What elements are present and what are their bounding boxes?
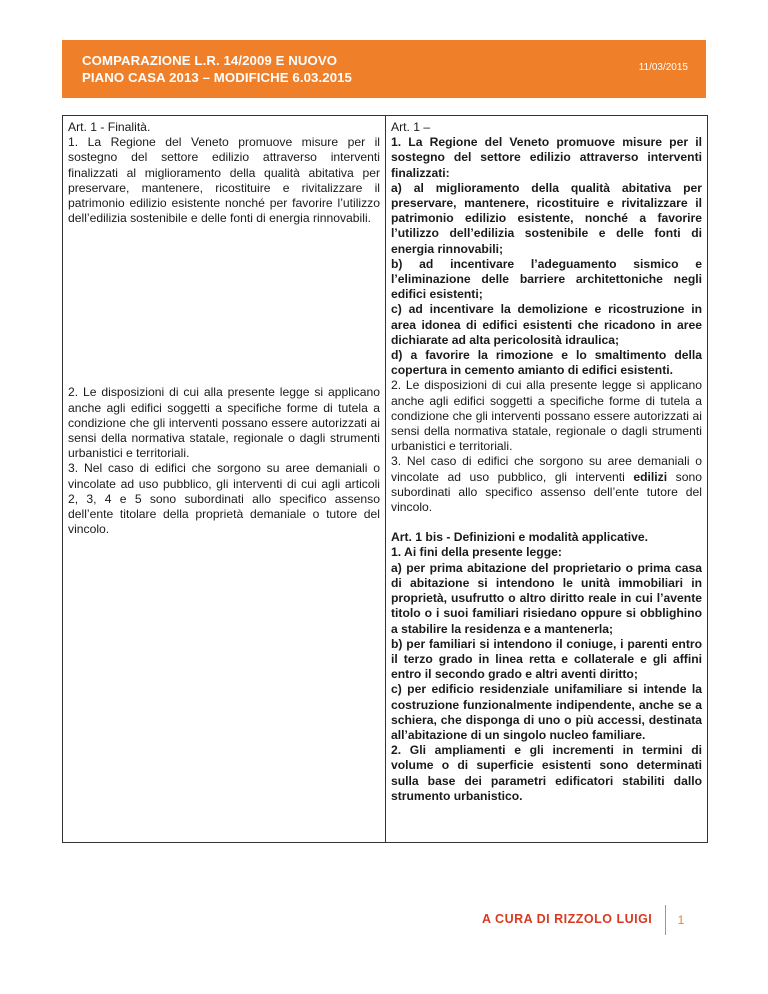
page-header [62,40,706,98]
right-art1bis-comma1: 1. Ai fini della presente legge: [391,545,562,560]
right-art1-comma2: 2. Le disposizioni di cui alla presente legge si applicano anche agli edifici soggetti a specifiche forme di tutela a condizione che gli interventi possano essere autorizzati ai sensi della normativa statale, regionale o dagli strumenti urbanistici e territoriali. [391,378,702,454]
left-art1-title: Art. 1 - Finalità. [68,120,151,134]
right-art1-comma1-b: b) ad incentivare l’adeguamento sismico e l’eliminazione delle barriere architettoniche negli edifici esistenti; [391,256,702,302]
right-art1bis-comma2: 2. Gli ampliamenti e gli incrementi in termini di volume o di superficie esistenti sono determinati sulla base dei parametri edificatori stabiliti dallo strumento urbanistico. [391,743,702,803]
spacer [391,804,702,836]
right-art1-comma1-c: c) ad incentivare la demolizione e ricostruzione in area idonea di edifici esistenti che ricadono in aree dichiarate ad alta pericolosità idraulica; [391,302,702,347]
left-art1-comma1: 1. La Regione del Veneto promuove misure per il sostegno del settore edilizio attraverso interventi finalizzati al miglioramento della qualità abitativa per preservare, mantenere, ricostituire e rivitalizzare il patrimonio edilizio esistente nonché per favorire l’utilizzo dell’edilizia sostenibile e delle fonti di energia rinnovabili. [68,135,380,226]
footer-author: A CURA DI RIZZOLO LUIGI [482,912,653,926]
right-art1-comma1-a: a) al miglioramento della qualità abitativa per preservare, mantenere, ricostituire e rivitalizzare il patrimonio edilizio esistente, nonché a favorire l’utilizzo dell’edilizia sostenibile e delle fonti di energia rinnovabili; [391,180,702,256]
spacer [391,515,702,530]
left-column-old-law [63,116,386,843]
right-art1bis-c: c) per edificio residenziale unifamiliare si intende la costruzione funzionalmente indipendente, anche se a schiera, che disponga di uno o più accessi, destinata all’abitazione di un singolo nucleo familiare. [391,682,702,742]
right-art1bis-title: Art. 1 bis - Definizioni e modalità applicative. [391,530,649,545]
right-art1-comma3 [391,454,702,515]
comparison-table [62,115,708,843]
left-art1-comma3: 3. Nel caso di edifici che sorgono su aree demaniali o vincolate ad uso pubblico, gli interventi di cui agli articoli 2, 3, 4 e 5 sono subordinati allo specifico assenso dell’ente titolare della proprietà demaniale o tutore del vincolo. [68,461,380,537]
header-date: 11/03/2015 [638,62,688,73]
left-art1-comma2: 2. Le disposizioni di cui alla presente legge si applicano anche agli edifici soggetti a specifiche forme di tutela a condizione che gli interventi possano essere autorizzati ai sensi della normativa statale, regionale o dagli strumenti urbanistici e territoriali. [68,385,380,461]
header-title-line2: PIANO CASA 2013 – MODIFICHE 6.03.2015 [82,70,352,85]
right-c3-bold: edilizi [633,469,668,484]
right-art1-comma1-d: d) a favorire la rimozione e lo smaltimento della copertura in cemento amianto di edifici esistenti. [391,348,702,378]
right-art1bis-b: b) per familiari si intendono il coniuge, i parenti entro il terzo grado in linea retta e collaterale e gli affini entro il secondo grado e altri aventi diritto; [391,636,702,682]
right-art1-title: Art. 1 – [391,120,431,134]
right-art1-comma1-intro: 1. La Regione del Veneto promuove misure per il sostegno del settore edilizio attraverso interventi finalizzati: [391,135,702,180]
right-c3-post: sono subordinati allo specifico assenso dell’ente tutore del vincolo. [391,469,702,515]
table-row [63,116,708,843]
header-title [82,52,352,86]
right-art1bis-a: a) per prima abitazione del proprietario o prima casa di abitazione si intendono le unità immobiliari in proprietà, usufrutto o altro diritto reale in cui l’avente titolo o i suoi familiari risiedano oppure si obblighino a stabilire la residenza e a mantenerla; [391,560,702,636]
header-title-line1: COMPARAZIONE L.R. 14/2009 E NUOVO [82,53,338,68]
right-c3-pre: 3. Nel caso di edifici che sorgono su aree demaniali o vincolate ad uso pubblico, gli interventi [391,454,702,484]
right-column-new-law [386,116,708,843]
page-number: 1 [665,905,696,935]
